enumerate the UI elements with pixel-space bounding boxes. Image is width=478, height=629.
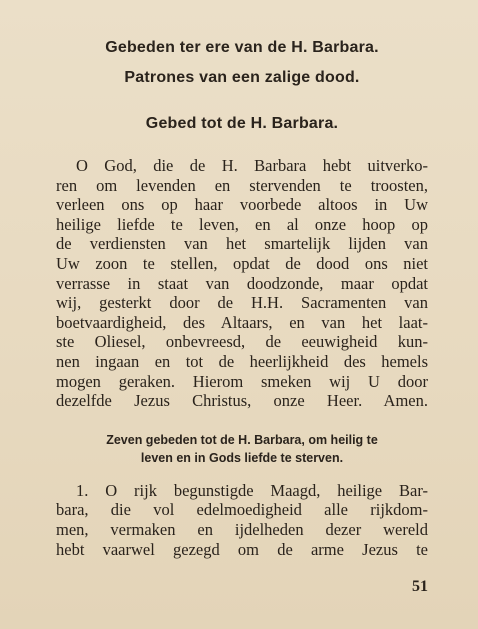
prayer-line: dezelfde Jezus Christus, onze Heer. Amen. [56, 391, 428, 411]
section-heading-line-2: leven en in Gods liefde te sterven. [140, 450, 344, 465]
prayer-line: verleen ons op haar voorbede altoos in Uw [56, 195, 428, 215]
section-heading-line-1: Zeven gebeden tot de H. Barbara, om heilig te [106, 432, 378, 447]
prayer-line: heilige liefde te leven, en al onze hoop op [56, 214, 428, 234]
prayer-line: verrasse in staat van doodzonde, maar opdat [56, 273, 428, 293]
prayer-line: ren om levenden en stervenden te troosten, [56, 175, 428, 195]
title-line-1: Gebeden ter ere van de H. Barbara. [105, 39, 379, 56]
prayer-1-line: bara, die vol edelmoedigheid alle rijkdom- [56, 500, 428, 520]
prayer-line: de verdiensten van het smartelijk lijden van [56, 234, 428, 254]
prayer-line: nen ingaan en tot de heerlijkheid des hemels [56, 351, 428, 371]
prayer-line: mogen geraken. Hierom smeken wij U door [56, 371, 428, 391]
prayer-line: ste Oliesel, onbevreesd, de eeuwigheid kun- [56, 332, 428, 352]
prayer-1-line: 1. O rijk begunstigde Maagd, heilige Bar- [76, 480, 428, 500]
prayer-line: wij, gesterkt door de H.H. Sacramenten van [56, 293, 428, 313]
prayer-title: Gebed tot de H. Barbara. [145, 115, 339, 132]
prayer-1-paragraph [56, 481, 428, 559]
prayer-1-line: men, vermaken en ijdelheden dezer wereld [56, 519, 428, 539]
prayer-1-line: hebt vaarwel gezegd om de arme Jezus te [56, 539, 428, 559]
prayer-line: O God, die de H. Barbara hebt uitverko- [76, 156, 428, 175]
title-line-2: Patrones van een zalige dood. [124, 69, 360, 86]
prayer-line: Uw zoon te stellen, opdat de dood ons niet [56, 253, 428, 273]
page-number: 51 [412, 578, 428, 595]
prayer-line: boetvaardigheid, des Altaars, en van het laat- [56, 312, 428, 332]
prayer-paragraph [56, 156, 428, 411]
